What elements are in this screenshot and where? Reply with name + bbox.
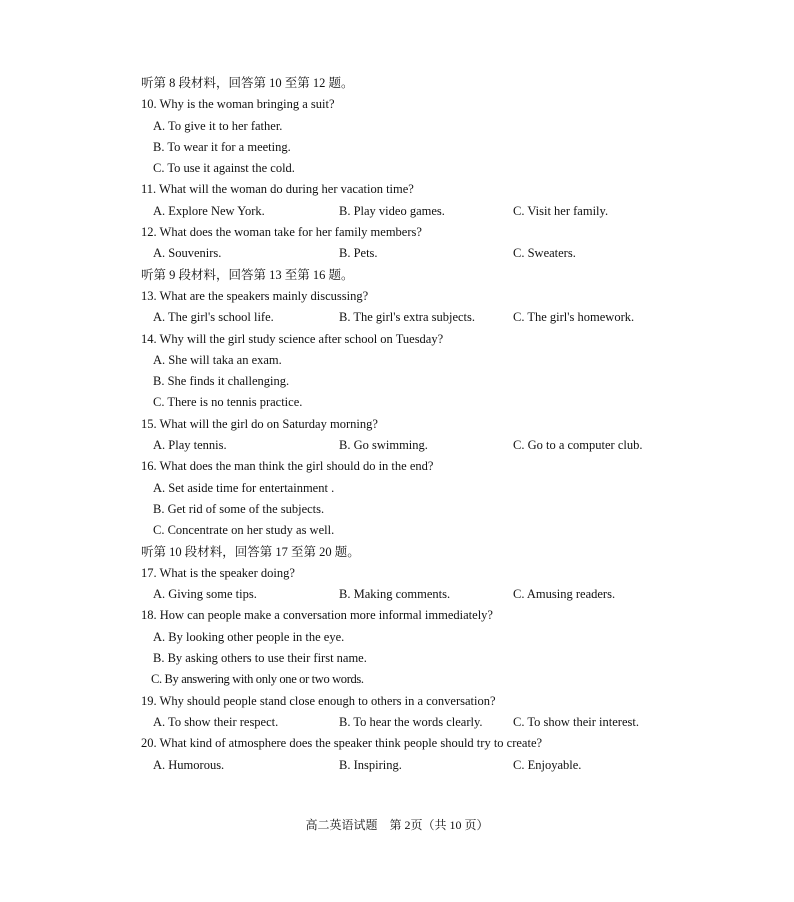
option-14-c: C. There is no tennis practice. <box>153 395 303 410</box>
option-11-c: C. Visit her family. <box>513 203 609 218</box>
option-12-b: B. Pets. <box>339 246 378 261</box>
options-row-11 <box>141 201 701 222</box>
question-list <box>141 73 701 776</box>
option-11-a: A. Explore New York. <box>153 203 265 218</box>
section-header-10: 听第 10 段材料，回答第 17 至第 20 题。 <box>141 544 360 559</box>
option-14-b: B. She finds it challenging. <box>153 374 290 389</box>
option-18-b: B. By asking others to use their first name. <box>153 651 367 666</box>
option-16-c: C. Concentrate on her study as well. <box>153 523 335 538</box>
option-20-c: C. Enjoyable. <box>513 757 582 772</box>
option-10-c: C. To use it against the cold. <box>153 161 295 176</box>
options-row-19 <box>141 712 701 733</box>
option-10-a: A. To give it to her father. <box>153 118 283 133</box>
option-17-b: B. Making comments. <box>339 587 451 602</box>
option-16-a: A. Set aside time for entertainment . <box>153 480 335 495</box>
options-row-13 <box>141 307 701 328</box>
options-row-20 <box>141 755 701 776</box>
option-12-c: C. Sweaters. <box>513 246 576 261</box>
option-15-a: A. Play tennis. <box>153 438 227 453</box>
option-10-b: B. To wear it for a meeting. <box>153 139 291 154</box>
option-19-a: A. To show their respect. <box>153 714 279 729</box>
page-footer: 高二英语试题 第 2页（共 10 页） <box>305 818 489 832</box>
section-header-9: 听第 9 段材料，回答第 13 至第 16 题。 <box>141 267 354 282</box>
question-14: 14. Why will the girl study science after school on Tuesday? <box>141 331 444 346</box>
option-18-c: C. By answering with only one or two words. <box>151 672 364 687</box>
option-13-b: B. The girl's extra subjects. <box>339 310 476 325</box>
option-15-c: C. Go to a computer club. <box>513 438 643 453</box>
question-20: 20. What kind of atmosphere does the speaker think people should try to create? <box>141 736 543 751</box>
option-12-a: A. Souvenirs. <box>153 246 222 261</box>
option-15-b: B. Go swimming. <box>339 438 428 453</box>
option-17-a: A. Giving some tips. <box>153 587 257 602</box>
option-20-b: B. Inspiring. <box>339 757 402 772</box>
question-11: 11. What will the woman do during her vacation time? <box>141 182 414 197</box>
question-13: 13. What are the speakers mainly discussing? <box>141 288 369 303</box>
question-12: 12. What does the woman take for her family members? <box>141 225 422 240</box>
option-16-b: B. Get rid of some of the subjects. <box>153 501 325 516</box>
question-15: 15. What will the girl do on Saturday morning? <box>141 416 378 431</box>
options-row-17 <box>141 584 701 605</box>
option-19-c: C. To show their interest. <box>513 714 639 729</box>
question-17: 17. What is the speaker doing? <box>141 565 295 580</box>
option-11-b: B. Play video games. <box>339 203 445 218</box>
option-14-a: A. She will taka an exam. <box>153 352 282 367</box>
question-18: 18. How can people make a conversation more informal immediately? <box>141 608 493 623</box>
question-10: 10. Why is the woman bringing a suit? <box>141 97 335 112</box>
option-20-a: A. Humorous. <box>153 757 225 772</box>
options-row-15 <box>141 435 701 456</box>
option-18-a: A. By looking other people in the eye. <box>153 629 345 644</box>
options-row-12 <box>141 243 701 264</box>
question-16: 16. What does the man think the girl should do in the end? <box>141 459 434 474</box>
option-19-b: B. To hear the words clearly. <box>339 714 483 729</box>
option-13-c: C. The girl's homework. <box>513 310 635 325</box>
option-17-c: C. Amusing readers. <box>513 587 616 602</box>
section-header-8: 听第 8 段材料，回答第 10 至第 12 题。 <box>141 76 354 90</box>
question-19: 19. Why should people stand close enough to others in a conversation? <box>141 693 496 708</box>
option-13-a: A. The girl's school life. <box>153 310 274 325</box>
